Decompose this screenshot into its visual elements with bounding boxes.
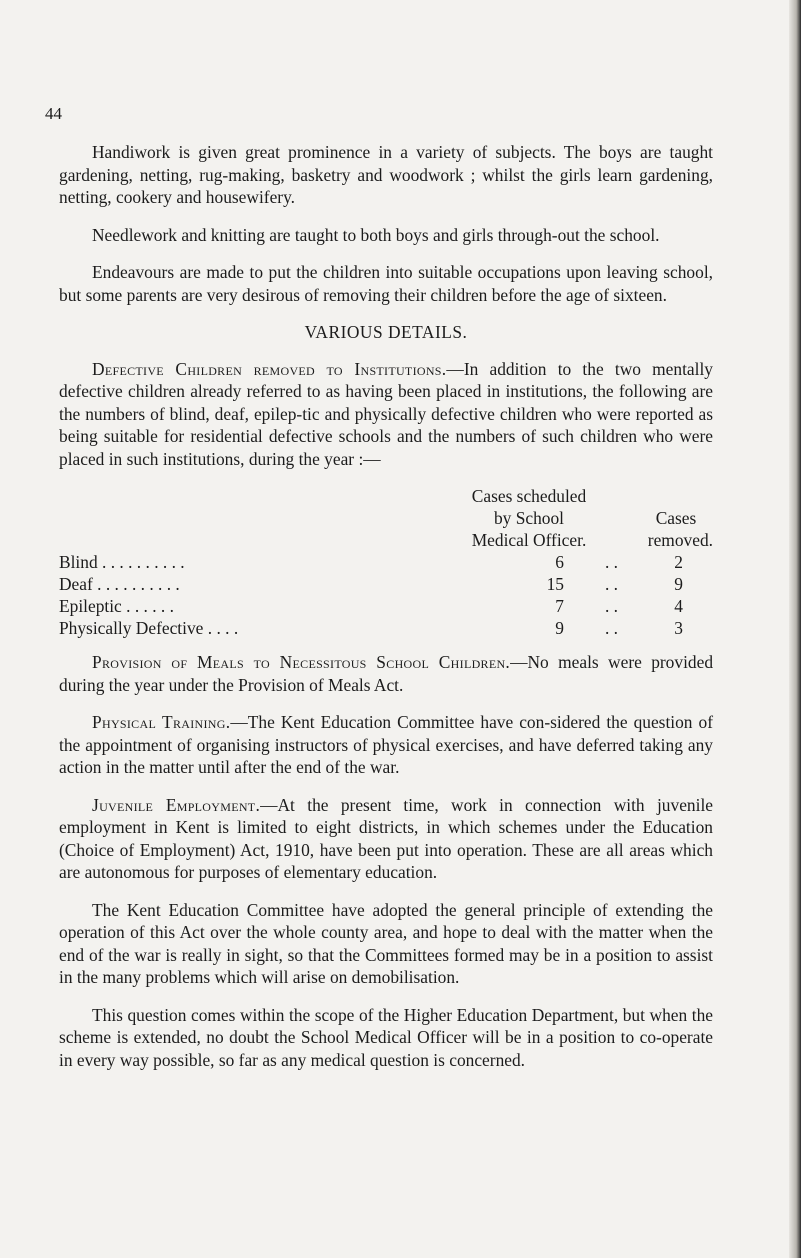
table-row: Blind . . . . . . . . . . 6 . . 2: [59, 551, 713, 573]
paragraph-handiwork: Handiwork is given great prominence in a variety of subjects. The boys are taught gardening, netting, rug-making, basketry and woodwork ; whilst the girls learn gardening, netting, cookery and housewifery.: [59, 142, 713, 207]
cases-table: [59, 485, 713, 639]
row-removed: 4: [674, 596, 683, 616]
row-scheduled: 7: [555, 596, 564, 616]
row-removed: 2: [674, 552, 683, 572]
row-label: Physically Defective: [59, 618, 204, 638]
body-text: [59, 141, 713, 1086]
section-heading: VARIOUS DETAILS.: [304, 322, 468, 342]
defective-title: Defective Children removed to Institutions.: [92, 358, 447, 379]
paragraph-juvenile-employment: [59, 794, 713, 884]
table-row: Deaf . . . . . . . . . . 15 . . 9: [59, 573, 713, 595]
physical-title: Physical Training.: [92, 712, 231, 732]
row-scheduled: 9: [555, 618, 564, 638]
paragraph-meals: [59, 651, 713, 696]
row-label: Deaf: [59, 574, 93, 594]
juvenile-text: —At the present time, work in connection with juvenile employment in Kent is limited to eight districts, in which schemes under the Education (Choice of Employment) Act, 1910, have been put into operation. These are all areas which are autonomous for purposes of elementary education.: [59, 794, 713, 882]
header-removed: Cases removed.: [647, 508, 713, 550]
row-label: Epileptic: [59, 596, 122, 616]
paragraph-needlework: Needlework and knitting are taught to both boys and girls through-out the school.: [92, 224, 660, 245]
meals-title: Provision of Meals to Necessitous School Children.: [92, 652, 511, 672]
row-removed: 9: [674, 574, 683, 594]
page-number: 44: [45, 104, 62, 123]
row-removed: 3: [674, 618, 683, 638]
physical-text: —The Kent Education Committee have con-sidered the question of the appointment of organising instructors of physical exercises, and have deferred taking any action in the matter until after the end of the war.: [59, 712, 713, 777]
paragraph-kent-committee: The Kent Education Committee have adopted the general principle of extending the operation of this Act over the whole county area, and hope to deal with the matter when the end of the war is really in sight, so that the Committees formed may be in a position to assist in the many problems which will arise on demobilisation.: [59, 899, 713, 987]
defective-text: —In addition to the two mentally defective children already referred to as having been placed in institutions, the following are the numbers of blind, deaf, epilep-tic and physically defective children who were reported as being suitable for residential defective schools and the numbers of such children who were placed in such institutions, during the year :—: [59, 358, 713, 469]
table-row: Physically Defective . . . . 9 . . 3: [59, 617, 713, 639]
paragraph-physical-training: [59, 711, 713, 779]
table-header-row: [59, 485, 713, 551]
row-scheduled: 15: [546, 574, 564, 594]
paragraph-higher-education: This question comes within the scope of the Higher Education Department, but when the scheme is extended, no doubt the School Medical Officer will be in a position to co-operate in every way possible, so far as any medical question is concerned.: [59, 1004, 713, 1070]
page-edge-shadow: [789, 0, 801, 1258]
juvenile-title: Juvenile Employment.: [92, 794, 261, 815]
row-scheduled: 6: [555, 552, 564, 572]
paragraph-defective-children: [59, 358, 713, 471]
table-row: Epileptic . . . . . . 7 . . 4: [59, 595, 713, 617]
header-scheduled: Cases scheduled by School Medical Officer.: [471, 486, 587, 550]
paragraph-occupations: Endeavours are made to put the children into suitable occupations upon leaving school, but some parents are very desirous of removing their children before the age of sixteen.: [59, 262, 713, 305]
meals-text: —No meals were provided during the year under the Provision of Meals Act.: [59, 652, 714, 695]
row-label: Blind: [59, 552, 98, 572]
